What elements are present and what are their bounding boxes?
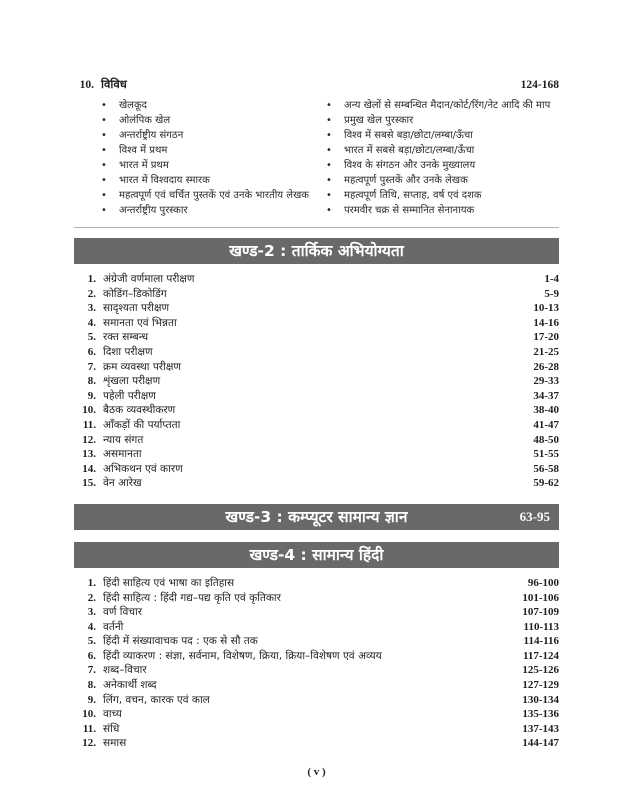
item-number: 6. bbox=[87, 649, 96, 662]
item-page-range: 38-40 bbox=[533, 404, 559, 417]
item-page-range: 26-28 bbox=[533, 360, 559, 373]
item-number: 8. bbox=[87, 375, 96, 388]
topic-label: विश्व के संगठन और उनके मुख्यालय bbox=[344, 160, 476, 171]
item-number: 5. bbox=[87, 331, 96, 344]
toc-item-row bbox=[74, 462, 559, 477]
toc-item-row bbox=[74, 634, 559, 649]
misc-section-header bbox=[74, 76, 559, 93]
item-title: हिंदी व्याकरण : संज्ञा, सर्वनाम, विशेषण, क्रिया, क्रिया–विशेषण एवं अव्यय bbox=[103, 649, 382, 662]
topic-label: अन्तर्राष्ट्रीय पुरस्कार bbox=[119, 205, 188, 216]
toc-item-row bbox=[74, 620, 559, 635]
item-title: वाच्य bbox=[103, 708, 122, 721]
toc-item-row bbox=[74, 316, 559, 331]
toc-item-row bbox=[74, 476, 559, 491]
khand4-toc-list bbox=[74, 576, 559, 751]
toc-item-row bbox=[74, 345, 559, 360]
item-page-range: 59-62 bbox=[533, 477, 559, 490]
misc-topics bbox=[74, 98, 559, 218]
item-title: शब्द–विचार bbox=[103, 664, 147, 677]
toc-item-row bbox=[74, 649, 559, 664]
topic-row bbox=[101, 113, 326, 128]
toc-item-row bbox=[74, 433, 559, 448]
bullet-icon: • bbox=[101, 175, 107, 186]
topic-row bbox=[101, 173, 326, 188]
toc-item-row bbox=[74, 736, 559, 751]
item-page-range: 117-124 bbox=[522, 649, 559, 662]
item-page-range: 135-136 bbox=[522, 708, 559, 721]
page-footer: ( v ) bbox=[307, 766, 326, 779]
topic-label: प्रमुख खेल पुरस्कार bbox=[344, 115, 414, 126]
item-number: 2. bbox=[87, 287, 96, 300]
topic-row bbox=[326, 113, 559, 128]
item-number: 10. bbox=[82, 708, 96, 721]
topic-row bbox=[101, 128, 326, 143]
item-page-range: 144-147 bbox=[522, 737, 559, 750]
topic-label: विश्व में सबसे बड़ा/छोटा/लम्बा/ऊँचा bbox=[344, 130, 473, 141]
toc-item-row bbox=[74, 403, 559, 418]
item-number: 6. bbox=[87, 345, 96, 358]
item-page-range: 29-33 bbox=[533, 375, 559, 388]
item-title: न्याय संगत bbox=[103, 433, 144, 446]
item-number: 4. bbox=[87, 316, 96, 329]
item-title: हिंदी साहित्य एवं भाषा का इतिहास bbox=[103, 576, 235, 589]
item-number: 9. bbox=[87, 389, 96, 402]
item-number: 7. bbox=[87, 360, 96, 373]
bullet-icon: • bbox=[326, 100, 332, 111]
item-page-range: 125-126 bbox=[522, 664, 559, 677]
item-title: वेन आरेख bbox=[103, 477, 142, 490]
bullet-icon: • bbox=[101, 115, 107, 126]
item-number: 1. bbox=[87, 576, 96, 589]
toc-item-row bbox=[74, 722, 559, 737]
item-title: रक्त सम्बन्ध bbox=[103, 331, 149, 344]
item-number: 10. bbox=[82, 404, 96, 417]
item-title: क्रम व्यवस्था परीक्षण bbox=[103, 360, 181, 373]
topic-label: परमवीर चक्र से सम्मानित सेनानायक bbox=[344, 205, 475, 216]
section-heading: खण्ड-2 : तार्किक अभियोग्यता bbox=[229, 242, 404, 260]
item-number: 9. bbox=[87, 693, 96, 706]
item-title: बैठक व्यवस्थीकरण bbox=[103, 404, 176, 417]
item-title: असमानता bbox=[103, 448, 142, 461]
item-page-range: 41-47 bbox=[533, 418, 559, 431]
bullet-icon: • bbox=[101, 100, 107, 111]
item-title: पहेली परीक्षण bbox=[103, 389, 156, 402]
item-title: अंग्रेजी वर्णमाला परीक्षण bbox=[103, 273, 195, 285]
topic-row bbox=[101, 188, 326, 203]
item-number: 13. bbox=[82, 448, 96, 461]
item-number: 2. bbox=[87, 591, 96, 604]
item-page-range: 96-100 bbox=[527, 576, 559, 589]
topic-label: भारत में विश्वदाय स्मारक bbox=[119, 175, 210, 186]
toc-item-row bbox=[74, 447, 559, 462]
item-title: सादृश्यता परीक्षण bbox=[103, 302, 170, 315]
item-page-range: 21-25 bbox=[533, 345, 559, 358]
section-banner-khand2 bbox=[74, 238, 559, 264]
item-page-range: 34-37 bbox=[533, 389, 559, 402]
topic-label: अन्य खेलों से सम्बन्धित मैदान/कोर्ट/रिंग/नेट आदि की माप bbox=[344, 100, 551, 111]
topic-label: महत्वपूर्ण तिथि, सप्ताह, वर्ष एवं दशक bbox=[344, 190, 482, 201]
topic-label: महत्वपूर्ण एवं चर्चित पुस्तकें एवं उनके भारतीय लेखक bbox=[119, 190, 309, 201]
bullet-icon: • bbox=[101, 160, 107, 171]
topic-row bbox=[101, 143, 326, 158]
item-title: वर्ण विचार bbox=[103, 606, 143, 619]
bullet-icon: • bbox=[101, 190, 107, 201]
item-number: 8. bbox=[87, 679, 96, 692]
item-number: 10. bbox=[79, 79, 94, 91]
topic-row bbox=[326, 98, 559, 113]
item-page-range: 137-143 bbox=[522, 722, 559, 735]
item-number: 3. bbox=[87, 302, 96, 315]
toc-item-row bbox=[74, 678, 559, 693]
topic-row bbox=[101, 203, 326, 218]
item-page-range: 101-106 bbox=[522, 591, 559, 604]
misc-topics-right-column bbox=[326, 98, 559, 218]
item-page-range: 110-113 bbox=[523, 620, 559, 633]
item-page-range: 17-20 bbox=[533, 331, 559, 344]
bullet-icon: • bbox=[326, 205, 332, 216]
bullet-icon: • bbox=[326, 175, 332, 186]
item-number: 11. bbox=[82, 722, 96, 735]
item-number: 11. bbox=[82, 418, 96, 431]
bullet-icon: • bbox=[101, 130, 107, 141]
topic-label: ओलंपिक खेल bbox=[119, 115, 171, 126]
item-number: 12. bbox=[82, 433, 96, 446]
topic-label: खेलकूद bbox=[119, 100, 147, 111]
section-heading: खण्ड-3 : कम्प्यूटर सामान्य ज्ञान bbox=[225, 507, 408, 526]
item-page-range: 51-55 bbox=[533, 448, 559, 461]
toc-item-row bbox=[74, 663, 559, 678]
item-title: हिंदी में संख्यावाचक पद : एक से सौ तक bbox=[103, 635, 258, 648]
item-number: 5. bbox=[87, 635, 96, 648]
topic-label: भारत में सबसे बड़ा/छोटा/लम्बा/ऊँचा bbox=[344, 145, 475, 156]
bullet-icon: • bbox=[101, 145, 107, 156]
item-title: लिंग, वचन, कारक एवं काल bbox=[103, 693, 210, 706]
toc-item-row bbox=[74, 605, 559, 620]
item-page-range: 107-109 bbox=[522, 606, 559, 619]
item-title: वर्तनी bbox=[103, 620, 124, 633]
toc-item-row bbox=[74, 287, 559, 302]
item-title: संधि bbox=[103, 722, 120, 735]
item-page-range: 5-9 bbox=[544, 287, 559, 300]
topic-label: महत्वपूर्ण पुस्तकें और उनके लेखक bbox=[344, 175, 468, 186]
toc-item-row bbox=[74, 301, 559, 316]
topic-row bbox=[326, 203, 559, 218]
topic-label: विश्व में प्रथम bbox=[119, 145, 168, 156]
toc-item-row bbox=[74, 576, 559, 591]
toc-item-row bbox=[74, 272, 559, 287]
item-page-range: 127-129 bbox=[522, 679, 559, 692]
topic-row bbox=[326, 158, 559, 173]
item-title: हिंदी साहित्य : हिंदी गद्य–पद्य कृति एवं कृतिकार bbox=[103, 591, 281, 604]
topic-row bbox=[101, 158, 326, 173]
topic-row bbox=[326, 173, 559, 188]
item-title: अभिकथन एवं कारण bbox=[103, 462, 183, 475]
topic-row bbox=[326, 143, 559, 158]
item-page-range: 114-116 bbox=[523, 635, 559, 648]
section-banner-khand3 bbox=[74, 504, 559, 530]
misc-topics-left-column bbox=[74, 98, 326, 218]
toc-item-row bbox=[74, 330, 559, 345]
bullet-icon: • bbox=[326, 160, 332, 171]
item-title: समानता एवं भिन्नता bbox=[103, 316, 177, 329]
item-number: 12. bbox=[82, 737, 96, 750]
item-title: शृंखला परीक्षण bbox=[103, 375, 161, 388]
misc-section-title: विविध bbox=[101, 77, 127, 91]
khand2-toc-list bbox=[74, 272, 559, 491]
topic-row bbox=[101, 98, 326, 113]
topic-row bbox=[326, 128, 559, 143]
item-number: 15. bbox=[82, 477, 96, 490]
item-page-range: 14-16 bbox=[533, 316, 559, 329]
toc-item-row bbox=[74, 360, 559, 375]
toc-item-row bbox=[74, 389, 559, 404]
section-banner-khand4 bbox=[74, 542, 559, 568]
item-page-range: 124-168 bbox=[520, 79, 559, 91]
section-page-range: 63-95 bbox=[519, 508, 550, 524]
section-heading: खण्ड-4 : सामान्य हिंदी bbox=[249, 545, 384, 564]
item-title: दिशा परीक्षण bbox=[103, 345, 153, 358]
topic-row bbox=[326, 188, 559, 203]
topic-label: भारत में प्रथम bbox=[119, 160, 169, 171]
toc-item-row bbox=[74, 418, 559, 433]
bullet-icon: • bbox=[326, 115, 332, 126]
item-title: अनेकार्थी शब्द bbox=[103, 679, 157, 692]
toc-item-row bbox=[74, 693, 559, 708]
toc-item-row bbox=[74, 591, 559, 606]
item-number: 4. bbox=[87, 620, 96, 633]
item-page-range: 1-4 bbox=[544, 273, 559, 285]
bullet-icon: • bbox=[101, 205, 107, 216]
topic-label: अन्तर्राष्ट्रीय संगठन bbox=[119, 130, 184, 141]
item-page-range: 48-50 bbox=[533, 433, 559, 446]
item-number: 1. bbox=[87, 273, 96, 285]
toc-item-row bbox=[74, 374, 559, 389]
item-page-range: 130-134 bbox=[522, 693, 559, 706]
bullet-icon: • bbox=[326, 130, 332, 141]
item-page-range: 56-58 bbox=[533, 462, 559, 475]
item-title: समास bbox=[103, 737, 127, 750]
bullet-icon: • bbox=[326, 190, 332, 201]
bullet-icon: • bbox=[326, 145, 332, 156]
toc-item-row bbox=[74, 707, 559, 722]
item-title: आँकड़ों की पर्याप्तता bbox=[103, 418, 181, 431]
item-number: 3. bbox=[87, 606, 96, 619]
item-title: कोडिंग–डिकोडिंग bbox=[103, 287, 167, 300]
section-divider bbox=[74, 227, 559, 228]
item-number: 7. bbox=[87, 664, 96, 677]
item-number: 14. bbox=[82, 462, 96, 475]
item-page-range: 10-13 bbox=[533, 302, 559, 315]
